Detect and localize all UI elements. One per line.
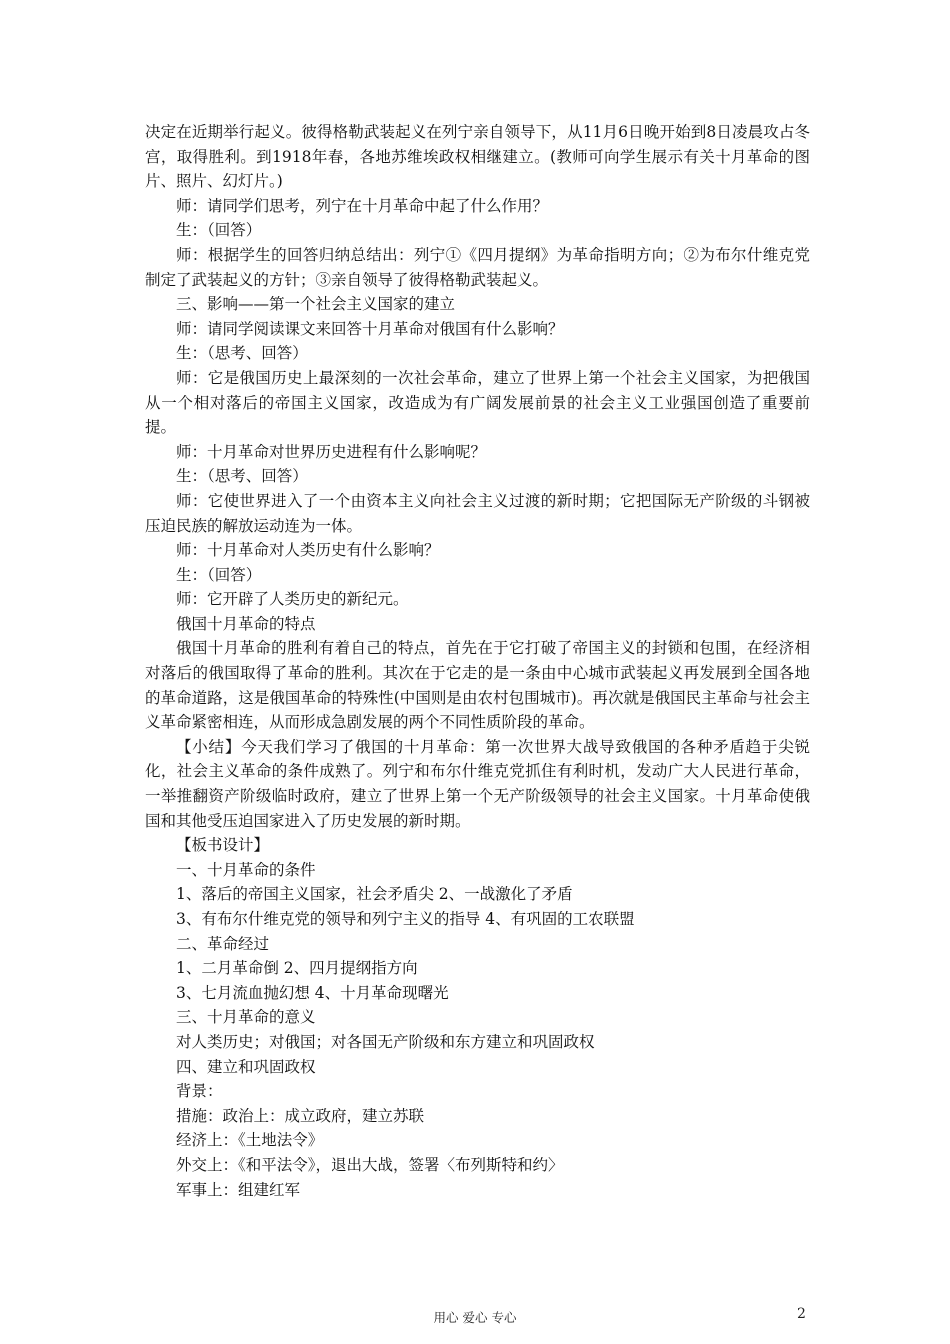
paragraph: 二、革命经过 — [176, 934, 270, 953]
paragraph: 俄国十月革命的胜利有着自己的特点，首先在于它打破了帝国主义的封锁和包围，在经济相对落后的俄国取得了革命的胜利。其次在于它走的是一条由中心城市武装起义再发展到全国各地的革命道路，这是俄国革命的特殊性(中国则是由农村包围城市)。再次就是俄国民主革命与社会主义革命紧密相连，从而形成急剧发展的两个不同性质阶段的革命。 — [145, 639, 810, 732]
paragraph: 生：（思考、回答） — [176, 467, 308, 486]
paragraph: 三、影响——第一个社会主义国家的建立 — [176, 295, 456, 314]
paragraph: 外交上：《和平法令》，退出大战，签署〈布列斯特和约〉 — [176, 1155, 564, 1174]
paragraph: 师：请同学阅读课文来回答十月革命对俄国有什么影响？ — [176, 319, 564, 338]
paragraph: 俄国十月革命的特点 — [176, 614, 316, 633]
paragraph: 生：（回答） — [176, 565, 262, 584]
paragraph: 决定在近期举行起义。彼得格勒武装起义在列宁亲自领导下，从11月6日晚开始到8日凌晨攻占冬宫，取得胜利。到1918年春，各地苏维埃政权相继建立。(教师可向学生展示有关十月革命的图片、照片、幻灯片。) — [145, 123, 810, 191]
paragraph: 四、建立和巩固政权 — [176, 1057, 316, 1076]
paragraph: 背景： — [176, 1082, 223, 1101]
paragraph: 生：（思考、回答） — [176, 344, 308, 363]
paragraph: 1、二月革命倒 2、四月提纲指方向 — [176, 959, 418, 978]
paragraph: 措施：政治上：成立政府，建立苏联 — [176, 1106, 425, 1125]
paragraph: 师：十月革命对世界历史进程有什么影响呢？ — [176, 442, 487, 461]
paragraph: 师：请同学们思考，列宁在十月革命中起了什么作用？ — [176, 196, 549, 215]
paragraph: 军事上：组建红军 — [176, 1180, 301, 1199]
paragraph: 【板书设计】 — [176, 836, 270, 855]
paragraph: 师：它开辟了人类历史的新纪元。 — [176, 590, 409, 609]
paragraph: 师：根据学生的回答归纳总结出：列宁①《四月提纲》为革命指明方向；②为布尔什维克党制定了武装起义的方针；③亲自领导了彼得格勒武装起义。 — [145, 245, 810, 289]
paragraph: 3、七月流血抛幻想 4、十月革命现曙光 — [176, 983, 449, 1002]
page-number: 2 — [797, 1306, 806, 1322]
page-footer: 用心 爱心 专心 — [433, 1310, 517, 1325]
paragraph: 师：它是俄国历史上最深刻的一次社会革命，建立了世界上第一个社会主义国家，为把俄国从一个相对落后的帝国主义国家，改造成为有广阔发展前景的社会主义工业强国创造了重要前提。 — [145, 368, 810, 437]
paragraph: 对人类历史；对俄国；对各国无产阶级和东方建立和巩固政权 — [176, 1032, 595, 1051]
paragraph: 【小结】今天我们学习了俄国的十月革命：第一次世界大战导致俄国的各种矛盾趋于尖锐化，社会主义革命的条件成熟了。列宁和布尔什维克党抓住有利时机，发动广大人民进行革命，一举推翻资产阶级临时政府，建立了世界上第一个无产阶级领导的社会主义国家。十月革命使俄国和其他受压迫国家进入了历史发展的新时期。 — [145, 737, 810, 830]
paragraph: 一、十月革命的条件 — [176, 860, 316, 879]
paragraph: 生：（回答） — [176, 221, 262, 240]
paragraph: 三、十月革命的意义 — [176, 1008, 316, 1027]
paragraph: 1、落后的帝国主义国家，社会矛盾尖 2、一战激化了矛盾 — [176, 885, 573, 904]
paragraph: 师：它使世界进入了一个由资本主义向社会主义过渡的新时期；它把国际无产阶级的斗钢被压迫民族的解放运动连为一体。 — [145, 491, 810, 535]
paragraph: 3、有布尔什维克党的领导和列宁主义的指导 4、有巩固的工农联盟 — [176, 910, 635, 928]
paragraph: 经济上：《土地法令》 — [176, 1131, 324, 1150]
paragraph: 师：十月革命对人类历史有什么影响？ — [176, 541, 440, 560]
page-body — [145, 120, 810, 1202]
